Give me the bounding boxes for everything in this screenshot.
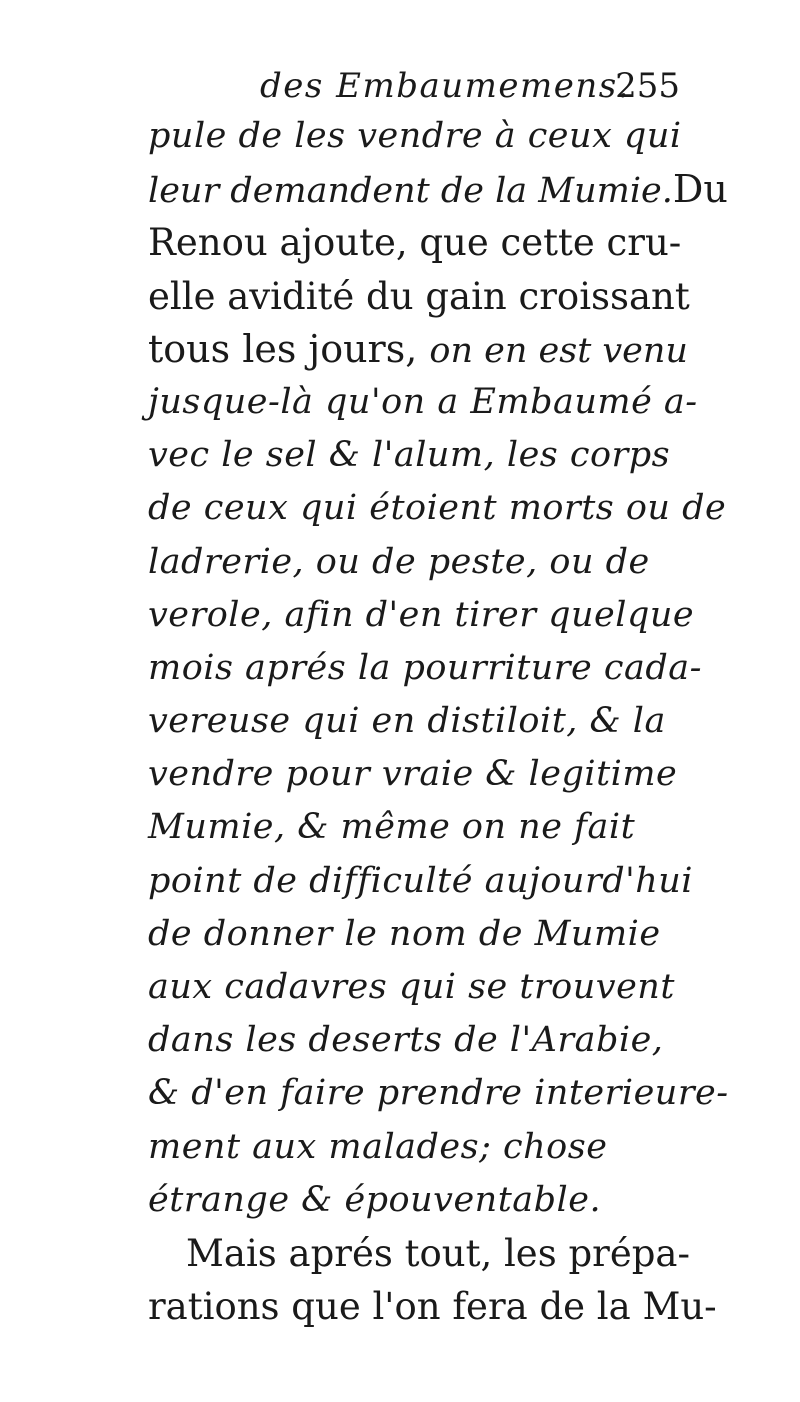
text-line-content: & d'en faire prendre interieure- <box>148 1073 729 1114</box>
text-line <box>148 1014 680 1067</box>
text-line <box>148 642 702 695</box>
text-line <box>148 536 680 589</box>
text-line-content: on en est venu <box>429 330 688 371</box>
text-line-content: de ceux qui étoient morts ou de <box>148 488 727 529</box>
text-line-content: étrange & épouventable. <box>148 1179 602 1220</box>
text-line <box>148 482 727 535</box>
running-head <box>150 66 680 114</box>
text-line-content: dans les deserts de l'Arabie, <box>148 1020 664 1061</box>
text-line <box>148 855 693 908</box>
text-line <box>148 748 680 801</box>
text-line-content: ladrerie, ou de peste, ou de <box>148 541 650 582</box>
text-line-content: aux cadavres qui se trouvent <box>148 967 675 1007</box>
text-line-content: tous les jours, <box>148 326 418 371</box>
text-line-content: mois aprés la pourriture cada- <box>148 647 702 688</box>
text-line <box>148 429 680 482</box>
text-line <box>148 1121 680 1174</box>
text-line-content: Mais aprés tout, les prépa- <box>186 1231 690 1275</box>
text-line-content: Renou ajoute, que cette cru- <box>148 221 682 265</box>
text-line <box>148 589 695 642</box>
text-line-content: ment aux malades; chose <box>148 1126 608 1167</box>
text-line <box>148 323 688 376</box>
text-line-content: rations que l'on fera de la Mu- <box>148 1285 717 1329</box>
text-line <box>148 961 680 1014</box>
text-line <box>148 216 680 269</box>
text-line-content: elle avidité du gain croissant <box>148 274 690 318</box>
text-line <box>148 110 680 163</box>
text-line <box>148 1174 680 1227</box>
running-title: des Embaumemens. <box>260 66 631 106</box>
text-line <box>148 376 698 429</box>
text-line-content: de donner le nom de Mumie <box>148 913 661 954</box>
text-line <box>148 270 690 323</box>
text-line <box>148 163 728 216</box>
text-line-content: Du <box>672 167 728 212</box>
body-text <box>148 110 729 1333</box>
text-line-content: verole, afin d'en tirer quelque <box>148 594 695 635</box>
text-line <box>148 695 680 748</box>
text-line <box>148 1280 717 1333</box>
text-line-content: pule de les vendre à ceux qui <box>148 116 682 156</box>
text-line <box>148 801 680 854</box>
text-line-content: leur demandent de la Mumie. <box>148 171 673 212</box>
text-line-content: jusque-là qu'on a Embaumé a- <box>148 381 698 422</box>
text-line-content: vendre pour vraie & legitime <box>148 754 678 795</box>
text-line-content: Mumie, & même on ne fait <box>148 807 636 848</box>
text-line-content: vereuse qui en distiloit, & la <box>148 701 666 742</box>
text-line-content: point de difficulté aujourd'hui <box>148 860 693 901</box>
text-line-content: vec le sel & l'alum, les corps <box>148 435 671 476</box>
text-line <box>148 908 680 961</box>
text-line <box>148 1227 690 1280</box>
text-line <box>148 1067 729 1120</box>
page-number: 255 <box>615 66 680 106</box>
